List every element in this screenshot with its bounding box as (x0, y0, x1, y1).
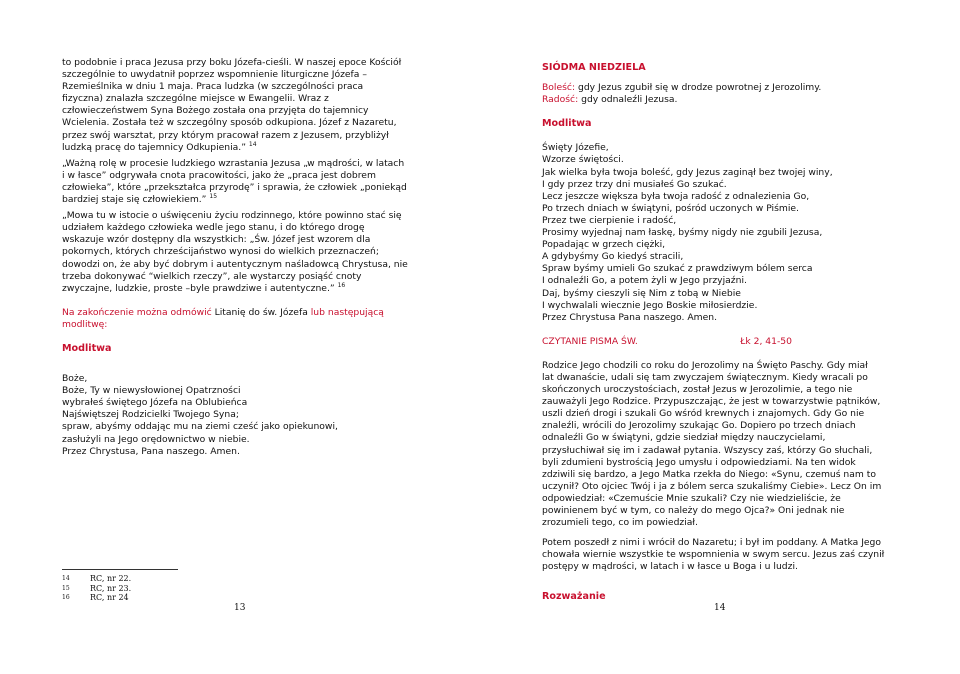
intro-paragraph (62, 57, 419, 154)
prayer-line: Najświętszej Rodzicielki Twojego Syna; (62, 409, 239, 421)
litany-note (62, 307, 419, 331)
line: powinienem być w tym, co należy do mego Ojca?» Oni jednak nie (542, 505, 845, 516)
footnote-ref[interactable]: 16 (337, 281, 346, 289)
line-text: bardziej staje się człowiekiem.” (62, 194, 207, 206)
line: skończonych uroczystościach, został Jezus w Jerozolimie, a tego nie (542, 384, 853, 396)
prayer-line: Popadając w grzech ciężki, (542, 239, 666, 251)
prayer-heading: Modlitwa (62, 342, 112, 354)
sorrow-joy (542, 82, 898, 106)
sorrow-label: Boleść: (542, 82, 576, 94)
page-number: 13 (234, 603, 246, 613)
prayer-line: Przez Chrystusa Pana naszego. Amen. (542, 311, 717, 323)
note-text: Na zakończenie można odmówić (62, 306, 215, 318)
footnote-text: RC, nr 23. (90, 583, 132, 593)
scripture-reading-ref (542, 336, 792, 348)
footnote-number: 16 (62, 594, 70, 602)
footnote-ref[interactable]: 15 (209, 192, 218, 200)
prayer-line: I gdy przez trzy dni musiałeś Go szukać. (542, 178, 727, 190)
line: przysłuchiwał się im i zadawał pytania. Wszyscy zaś, którzy Go słuchali, (542, 444, 873, 456)
line-text: ludzką pracę do tajemnicy Odkupienia.” (62, 141, 246, 153)
line: przez swój warsztat, przy którym pracował razem z Jezusem, przybliżył (62, 129, 389, 141)
prayer-text (542, 142, 898, 323)
prayer-line: Święty Józefie, (542, 142, 609, 154)
gospel-paragraph-1 (542, 360, 898, 529)
litany-note-line (62, 307, 419, 319)
line: zrozumieli tego, co im powiedział. (542, 517, 698, 529)
reading-label: CZYTANIE PISMA ŚW. (542, 335, 638, 347)
line: odpowiedział: «Czemuście Mnie szukali? Czy nie wiedzieliście, że (542, 492, 841, 504)
line: zdziwili się bardzo, a Jego Matka rzekła do Niego: «Synu, czemuś nam to (542, 468, 876, 480)
line (62, 194, 419, 206)
sunday-heading: SIÓDMA NIEDZIELA (542, 62, 646, 73)
left-column (62, 57, 419, 458)
prayer-line: Daj, byśmy cieszyli się Nim z tobą w Niebie (542, 287, 741, 299)
line: Rzemieślnika w dniu 1 maja. Praca ludzka (w szczególności praca (62, 81, 364, 93)
prayer-line: Prosimy wyjednaj nam łaskę, byśmy nigdy nie zgubili Jezusa, (542, 227, 823, 239)
line (62, 142, 419, 154)
line: Wcielenia. Została też w szczególny sposób odkupiona. Józef z Nazaretu, (62, 117, 397, 129)
line: uszli dzień drogi i szukali Go wśród krewnych i znajomych. Gdy Go nie (542, 408, 865, 420)
line: trzeba dokonywać “wielkich rzeczy”, ale wystarczy posiąść cnoty (62, 270, 362, 282)
line: lat dwanaście, udali się tam zwyczajem świątecznym. Kiedy wracali po (542, 371, 868, 383)
reflection-heading: Rozważanie (542, 591, 606, 603)
sorrow-text: gdy Jezus zgubił się w drodze powrotnej z Jerozolimy. (575, 82, 822, 94)
reading-reference: Łk 2, 41-50 (740, 335, 792, 347)
note-text: lub następującą (307, 306, 384, 318)
prayer-line: wybrałeś świętego Józefa na Oblubieńca (62, 397, 248, 409)
prayer-line: Lecz jeszcze większa była twoja radość z odnalezienia Go, (542, 190, 810, 202)
line: odnaleźli Go w świątyni, gdzie siedział między nauczycielami, (542, 432, 826, 444)
page-number: 14 (714, 603, 726, 613)
line (62, 283, 419, 295)
prayer-line: Jak wielka była twoja boleść, gdy Jezus zaginął bez twojej winy, (542, 166, 833, 178)
joy-label: Radość: (542, 94, 579, 106)
footnotes (62, 574, 131, 603)
prayer-heading: Modlitwa (542, 118, 592, 130)
footnote (62, 593, 131, 603)
footnote-number: 15 (62, 584, 70, 592)
line: udziałem każdego człowieka wedle jego stanu, i do którego drogę (62, 222, 365, 234)
prayer-line: Boże, Ty w niewysłowionej Opatrzności (62, 385, 241, 397)
footnote (62, 584, 131, 594)
sorrow-line (542, 82, 898, 94)
prayer-line: Przez twe cierpienie i radość, (542, 214, 677, 226)
prayer-line: Spraw byśmy umieli Go szukać z prawdziwym bólem serca (542, 263, 813, 275)
line: fizyczna) znalazła szczególne miejsce w Ewangelii. Wraz z (62, 93, 329, 105)
line: człowieka”, które „przekształca przyrodę” i sprawia, że człowiek „poniekąd (62, 181, 407, 193)
prayer-line: zasłużyli na Jego orędownictwo w niebie. (62, 433, 250, 445)
litany-note-line: modlitwę: (62, 318, 108, 330)
right-column (542, 62, 898, 604)
litany-link[interactable]: Litanię do św. Józefa (214, 306, 308, 318)
prayer-line: spraw, abyśmy oddając mu na ziemi cześć jako opiekunowi, (62, 421, 338, 433)
line: zauważyli Jego Rodzice. Przypuszczając, że jest w towarzystwie pątników, (542, 396, 881, 408)
footnote-ref[interactable]: 14 (248, 140, 257, 148)
footnote-number: 14 (62, 575, 70, 582)
prayer-line: Boże, (62, 373, 88, 385)
line-text: zwyczajne, ludzkie, proste –byle prawdziwe i autentyczne.” (62, 282, 335, 294)
line: znaleźli, wrócili do Jerozolimy szukając Go. Dopiero po trzech dniach (542, 420, 856, 432)
line: „Ważną rolę w procesie ludzkiego wzrastania Jezusa „w mądrości, w latach (62, 157, 405, 169)
line: wskazuje wzór dostępny dla wszystkich: „Św. Józef jest wzorem dla (62, 234, 371, 246)
prayer-line: Wzorze świętości. (542, 154, 624, 166)
line: byli zdumieni bystrością Jego umysłu i odpowiedziami. Na ten widok (542, 456, 856, 468)
footnote-text: RC, nr 22. (90, 574, 132, 583)
line: człowieczeństwem Syna Bożego została ona przyjęta do tajemnicy (62, 105, 369, 117)
joy-text: gdy odnaleźli Jezusa. (578, 94, 678, 106)
page-right (480, 0, 960, 674)
prayer-text (62, 373, 419, 458)
line: Rodzice Jego chodzili co roku do Jerozolimy na Święto Paschy. Gdy miał (542, 359, 868, 371)
footnote (62, 574, 131, 584)
gospel-paragraph-2 (542, 537, 898, 573)
prayer-line: Po trzech dniach w świątyni, pośród uczonych w Piśmie. (542, 202, 799, 214)
prayer-line: I odnaleźli Go, a potem żyli w Jego przyjaźni. (542, 275, 747, 287)
footnote-text: RC, nr 24 (90, 593, 129, 603)
line: to podobnie i praca Jezusa przy boku Józefa-cieśli. W naszej epoce Kościół (62, 57, 402, 68)
joy-line (542, 94, 898, 106)
prayer-line: Przez Chrystusa, Pana naszego. Amen. (62, 445, 240, 457)
line: pokornych, których chrześcijaństwo wynosi do wielkich przeznaczeń; (62, 246, 379, 258)
line: postępy w mądrości, w latach i w łasce u Boga i u ludzi. (542, 561, 798, 573)
line: dowodzi on, że aby być dobrym i autentycznym naśladowcą Chrystusa, nie (62, 258, 408, 270)
quote-paragraph-2 (62, 210, 419, 295)
line: „Mowa tu w istocie o uświęceniu życiu rodzinnego, które powinno stać się (62, 210, 402, 222)
prayer-line: I wychwalali wiecznie Jego Boskie miłosierdzie. (542, 299, 758, 311)
line: szczególnie to uwydatnił poprzez wspomnienie liturgiczne Józefa – (62, 69, 367, 81)
quote-paragraph-1 (62, 158, 419, 206)
line: i w łasce” odgrywała cnota pracowitości, jako że „praca jest dobrem (62, 169, 376, 181)
prayer-line: A gdybyśmy Go kiedyś stracili, (542, 251, 684, 263)
line: Potem poszedł z nimi i wrócił do Nazaretu; i był im poddany. A Matka Jego (542, 537, 882, 549)
line: chowała wiernie wszystkie te wspomnienia w swym sercu. Jezus zaś czynił (542, 549, 885, 561)
line: uczynił? Oto ojciec Twój i ja z bólem serca szukaliśmy Ciebie». Lecz On im (542, 480, 882, 492)
footnote-divider (62, 569, 178, 570)
